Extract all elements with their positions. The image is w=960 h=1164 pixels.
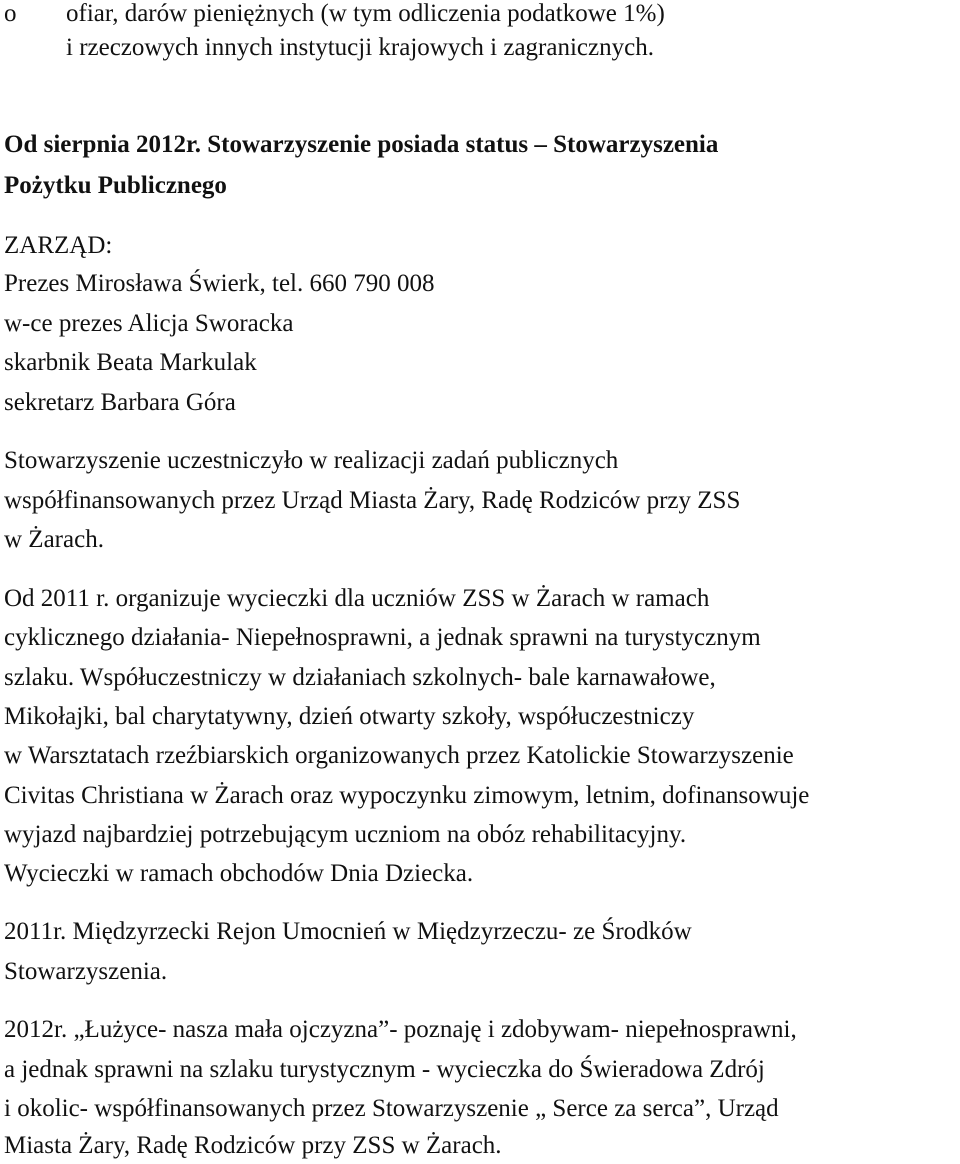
bullet-marker: o — [4, 0, 17, 27]
board-member-president: Prezes Mirosława Świerk, tel. 660 790 008 — [4, 270, 435, 297]
status-line-2: Pożytku Publicznego — [4, 172, 227, 199]
activities-line-8: Wycieczki w ramach obchodów Dnia Dziecka. — [4, 860, 474, 887]
participation-line-2: współfinansowanych przez Urząd Miasta Żary, Radę Rodziców przy ZSS — [4, 487, 741, 514]
activities-line-4: Mikołajki, bal charytatywny, dzień otwarty szkoły, współuczestniczy — [4, 703, 695, 730]
entry-2012-line-2: a jednak sprawni na szlaku turystycznym - wycieczka do Świeradowa Zdrój — [4, 1056, 765, 1083]
participation-line-3: w Żarach. — [4, 526, 104, 553]
activities-line-5: w Warsztatach rzeźbiarskich organizowanych przez Katolickie Stowarzyszenie — [4, 742, 794, 769]
bullet-line-2: i rzeczowych innych instytucji krajowych i zagranicznych. — [66, 34, 654, 61]
activities-line-3: szlaku. Współuczestniczy w działaniach szkolnych- bale karnawałowe, — [4, 664, 716, 691]
activities-line-7: wyjazd najbardziej potrzebującym uczniom na obóz rehabilitacyjny. — [4, 821, 687, 848]
activities-line-6: Civitas Christiana w Żarach oraz wypoczynku zimowym, letnim, dofinansowuje — [4, 782, 810, 809]
board-member-vice-president: w-ce prezes Alicja Sworacka — [4, 310, 294, 337]
board-heading: ZARZĄD: — [4, 232, 113, 259]
activities-line-2: cyklicznego działania- Niepełnosprawni, a jednak sprawni na turystycznym — [4, 624, 761, 651]
board-member-secretary: sekretarz Barbara Góra — [4, 389, 236, 416]
activities-line-1: Od 2011 r. organizuje wycieczki dla uczniów ZSS w Żarach w ramach — [4, 585, 710, 612]
entry-2011-line-2: Stowarzyszenia. — [4, 958, 168, 985]
board-member-treasurer: skarbnik Beata Markulak — [4, 349, 257, 376]
entry-2011-line-1: 2011r. Międzyrzecki Rejon Umocnień w Międzyrzeczu- ze Środków — [4, 918, 692, 945]
entry-2012-line-1: 2012r. „Łużyce- nasza mała ojczyzna”- poznaję i zdobywam- niepełnosprawni, — [4, 1016, 797, 1043]
status-line-1: Od sierpnia 2012r. Stowarzyszenie posiada status – Stowarzyszenia — [4, 131, 719, 158]
entry-2012-line-4: Miasta Żary, Radę Rodziców przy ZSS w Żarach. — [4, 1132, 502, 1159]
entry-2012-line-3: i okolic- współfinansowanych przez Stowarzyszenie „ Serce za serca”, Urząd — [4, 1095, 779, 1122]
bullet-line-1: ofiar, darów pieniężnych (w tym odliczenia podatkowe 1%) — [66, 0, 665, 27]
participation-line-1: Stowarzyszenie uczestniczyło w realizacji zadań publicznych — [4, 447, 619, 474]
